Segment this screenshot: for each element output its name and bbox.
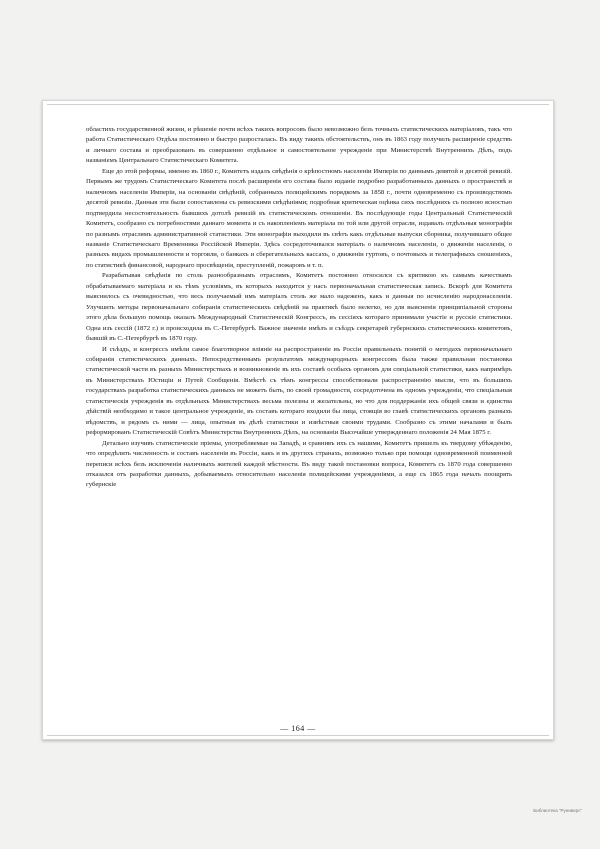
- paragraph: Разрабатывая свѣдѣнія по столь разнообразнымъ отраслямъ, Комитетъ постоянно относился съ критикою къ самымъ качествамъ обрабатываемаго матеріала и къ тѣмъ условіямъ, въ которыхъ находится у насъ первоначальная статистическая запись. Вскорѣ для Комитета выяснилось съ очевидностью, что весь получаемый имъ матеріалъ столь же мало надеженъ, какъ и данныя по исчисленію народонаселенія. Улучшить методы первоначальнаго собиранія статистическихъ свѣдѣній на практикѣ было нелегко, но для выясненія принципіальной стороны этого дѣла большую помощь оказалъ Международный Статистическій Конгрессъ, въ сессіяхъ котораго принимали участіе и русскіе статистики. Одна изъ сессій (1872 г.) и происходила въ С.-Петербургѣ. Важное значеніе имѣлъ и съѣздъ секретарей губернскихъ статистическихъ комитетовъ, бывшій въ С.-Петербургѣ въ 1870 году.: [86, 272, 512, 343]
- paragraph: Детально изучивъ статистическіе пріемы, употребляемые на Западѣ, и сравнивъ ихъ съ нашими, Комитетъ пришелъ къ твердому убѣжденію, что опредѣлить численность и составъ населенія въ Россіи, какъ и въ другихъ странахъ, возможно только при помощи одновременной поименной переписи всѣхъ безъ исключенія наличныхъ жителей каждой мѣстности. Въ виду такой постановки вопроса, Комитетъ съ 1870 года совершенно отказался отъ разработки данныхъ, добываемыхъ относительно населенія полицейскими учрежденіями, а еще съ 1865 года началъ поощрять губернскіе: [86, 439, 512, 489]
- body-text: [86, 125, 512, 491]
- library-watermark: Библиотека "Руниверс": [533, 808, 582, 813]
- page-number: — 164 —: [280, 724, 316, 733]
- paragraph: И съѣздъ, и конгрессъ имѣли самое благотворное вліяніе на распространеніе въ Россіи правильныхъ понятій о методахъ первоначальнаго собиранія статистическихъ данныхъ. Непосредственнымъ результатомъ международныхъ конгрессовъ была также правильная постановка статистической части въ разныхъ Министерствахъ и возникновеніе въ ихъ составѣ особыхъ органовъ для спеціальной статистики, какъ напримѣръ въ Министерствахъ Юстиціи и Путей Сообщенія. Вмѣстѣ съ тѣмъ конгрессы способствовали распространенію мысли, что въ большихъ государствахъ разработка статистическихъ данныхъ не можетъ быть, по своей громадности, сосредоточена въ одномъ учрежденіи, что спеціальныя статистическія учрежденія въ отдѣльныхъ Министерствахъ весьма полезны и желательны, но что для поддержанія ихъ общей связи и единства дѣйствій необходимо и такое центральное учрежденіе, въ составъ котораго входили бы лица, стоящія во главѣ статистическихъ органовъ разныхъ вѣдомствъ, и рядомъ съ ними — лица, опытныя въ дѣлѣ статистики и извѣстныя своими трудами. Сообразно съ этими началами и былъ реформированъ Статистическій Совѣтъ Министерства Внутреннихъ Дѣлъ, на основаніи Высочайше утвержденнаго положенія 24 Мая 1875 г.: [86, 345, 512, 437]
- book-page: [42, 100, 554, 740]
- paragraph: областихъ государственной жизни, и рѣшеніе почти всѣхъ такихъ вопросовъ было невозможно безъ точныхъ статистическихъ матеріаловъ, такъ что работа Статистическаго Отдѣла постоянно и быстро разросталась. Въ виду такихъ обстоятельствъ, онъ въ 1863 году получилъ расширеніе средствъ и личнаго состава и преобразованъ въ совершенно отдѣльное и самостоятельное учрежденіе при Министерствѣ Внутреннихъ Дѣлъ, подъ названіемъ Центральнаго Статистическаго Комитета.: [86, 126, 512, 165]
- paragraph: Еще до этой реформы, именно въ 1860 г., Комитетъ издалъ свѣдѣнія о крѣпостномъ населеніи Имперіи по даннымъ девятой и десятой ревизій. Первымъ же трудомъ Статистическаго Комитета послѣ расширенія его состава было изданіе подробно разработанныхъ данныхъ о пространствѣ и наличномъ населеніи Имперіи, на основаніи свѣдѣній, собранныхъ полицейскимъ порядкомъ за 1858 г., почти одновременно съ производствомъ десятой ревизіи. Данныя эти были сопоставлены съ ревизскими свѣдѣніями; подробная критическая оцѣнка сихъ послѣднихъ съ полною ясностью подтвердила несостоятельность бывшихъ дотолѣ ревизій въ статистическомъ отношеніи. Въ послѣдующіе годы Центральный Статистическій Комитетъ, сообразно съ потребностями даннаго момента и съ накопленіемъ матеріала по той или другой отрасли, издавалъ отдѣльныя монографіи по разнымъ отраслямъ административной статистики. Эти монографіи выходили въ свѣтъ какъ отдѣльные выпуски сборника, получившаго общее названіе Статистическаго Временника Россійской Имперіи. Здѣсь сосредоточивался матеріалъ о наличномъ населеніи, о движеніи населенія, о разныхъ видахъ промышленности и торговли, о банкахъ и сберегательныхъ кассахъ, о движеніи гуртовъ, о почтовыхъ и телеграфныхъ сношеніяхъ, по статистикѣ финансовой, народнаго просвѣщенія, преступленій, пожаровъ и т. п.: [86, 167, 512, 269]
